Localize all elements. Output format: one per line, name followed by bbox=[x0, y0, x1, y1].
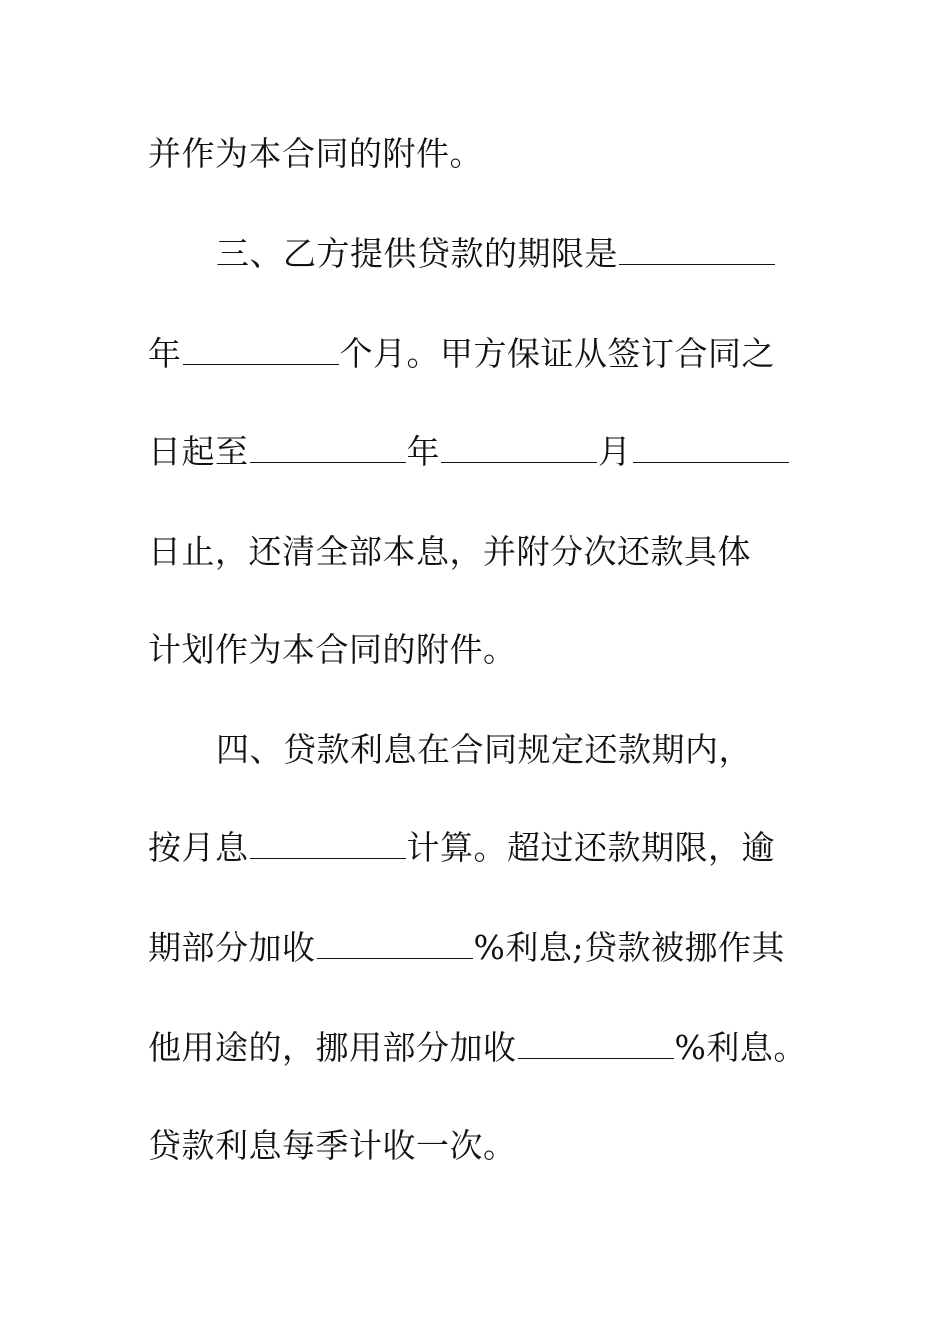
text-segment: 期部分加收 bbox=[148, 928, 316, 967]
text-segment: 四、贷款利息在合同规定还款期内， bbox=[216, 730, 752, 769]
fill-blank-years[interactable] bbox=[619, 230, 775, 265]
fill-blank-end-day[interactable] bbox=[633, 428, 789, 463]
text-segment: 日止，还清全部本息，并附分次还款具体 bbox=[148, 532, 751, 571]
text-segment: 计算。超过还款期限，逾 bbox=[406, 828, 775, 867]
text-line-8 bbox=[148, 820, 808, 876]
text-line-1 bbox=[148, 126, 808, 182]
text-line-10 bbox=[148, 1020, 808, 1076]
fill-blank-end-month[interactable] bbox=[441, 428, 597, 463]
text-segment: %利息;贷款被挪作其 bbox=[473, 928, 785, 967]
fill-blank-end-year[interactable] bbox=[250, 428, 406, 463]
text-segment: 计划作为本合同的附件。 bbox=[148, 630, 517, 669]
text-segment: 年 bbox=[406, 432, 440, 471]
text-segment: 月 bbox=[598, 432, 632, 471]
fill-blank-monthly-rate[interactable] bbox=[250, 824, 406, 859]
text-line-11 bbox=[148, 1118, 808, 1174]
text-segment: 日起至 bbox=[148, 432, 249, 471]
text-line-3 bbox=[148, 326, 808, 382]
text-segment: 他用途的，挪用部分加收 bbox=[148, 1028, 517, 1067]
text-line-5 bbox=[148, 524, 808, 580]
fill-blank-months[interactable] bbox=[183, 330, 339, 365]
text-segment: 三、乙方提供贷款的期限是 bbox=[216, 234, 618, 273]
text-segment: 并作为本合同的附件。 bbox=[148, 134, 483, 173]
text-segment: 贷款利息每季计收一次。 bbox=[148, 1126, 517, 1165]
fill-blank-misuse-rate[interactable] bbox=[518, 1024, 674, 1059]
text-segment: 个月。甲方保证从签订合同之 bbox=[339, 334, 775, 373]
text-line-2 bbox=[216, 226, 876, 282]
text-line-6 bbox=[148, 622, 808, 678]
text-line-7 bbox=[216, 722, 876, 778]
text-line-4 bbox=[148, 424, 808, 480]
text-line-9 bbox=[148, 920, 808, 976]
fill-blank-overdue-rate[interactable] bbox=[317, 924, 473, 959]
text-segment: 按月息 bbox=[148, 828, 249, 867]
text-segment: %利息。 bbox=[674, 1028, 807, 1067]
text-segment: 年 bbox=[148, 334, 182, 373]
